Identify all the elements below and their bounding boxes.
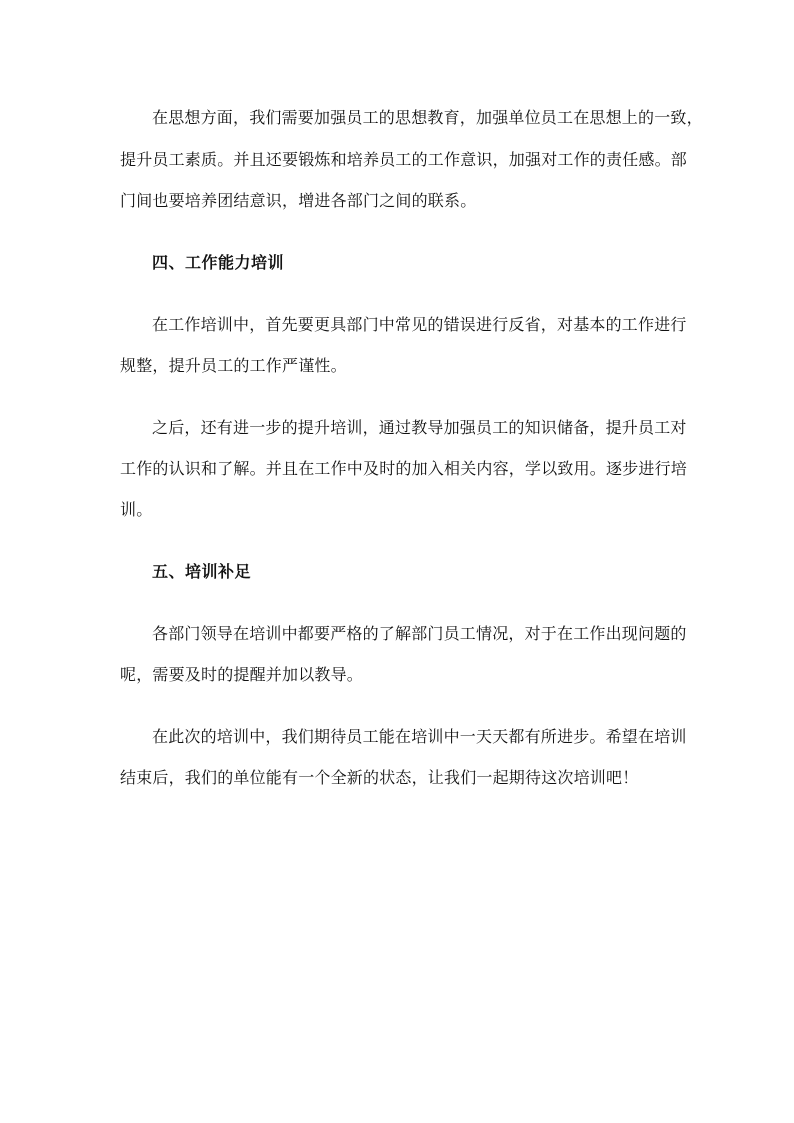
paragraph-line: 训。 [120, 500, 153, 519]
paragraph-line: 之后，还有进一步的提升培训，通过教导加强员工的知识储备，提升员工对 [152, 418, 687, 437]
paragraph-line: 在思想方面，我们需要加强员工的思想教育，加强单位员工在思想上的一致， [152, 108, 703, 127]
paragraph-line: 规整，提升员工的工作严谨性。 [120, 356, 347, 375]
section-heading: 五、培训补足 [152, 562, 252, 581]
paragraph-line: 呢，需要及时的提醒并加以教导。 [120, 665, 364, 684]
paragraph-line: 门间也要培养团结意识，增进各部门之间的联系。 [120, 191, 477, 210]
paragraph-line: 工作的认识和了解。并且在工作中及时的加入相关内容，学以致用。逐步进行培 [120, 459, 688, 478]
paragraph-line: 结束后，我们的单位能有一个全新的状态，让我们一起期待这次培训吧！ [120, 768, 639, 787]
paragraph-line: 各部门领导在培训中都要严格的了解部门员工情况，对于在工作出现问题的 [152, 624, 687, 643]
paragraph-line: 提升员工素质。并且还要锻炼和培养员工的工作意识，加强对工作的责任感。部 [120, 150, 688, 169]
section-heading: 四、工作能力培训 [152, 253, 285, 272]
paragraph-line: 在工作培训中，首先要更具部门中常见的错误进行反省，对基本的工作进行 [152, 315, 687, 334]
paragraph-line: 在此次的培训中，我们期待员工能在培训中一天天都有所进步。希望在培训 [152, 727, 687, 746]
